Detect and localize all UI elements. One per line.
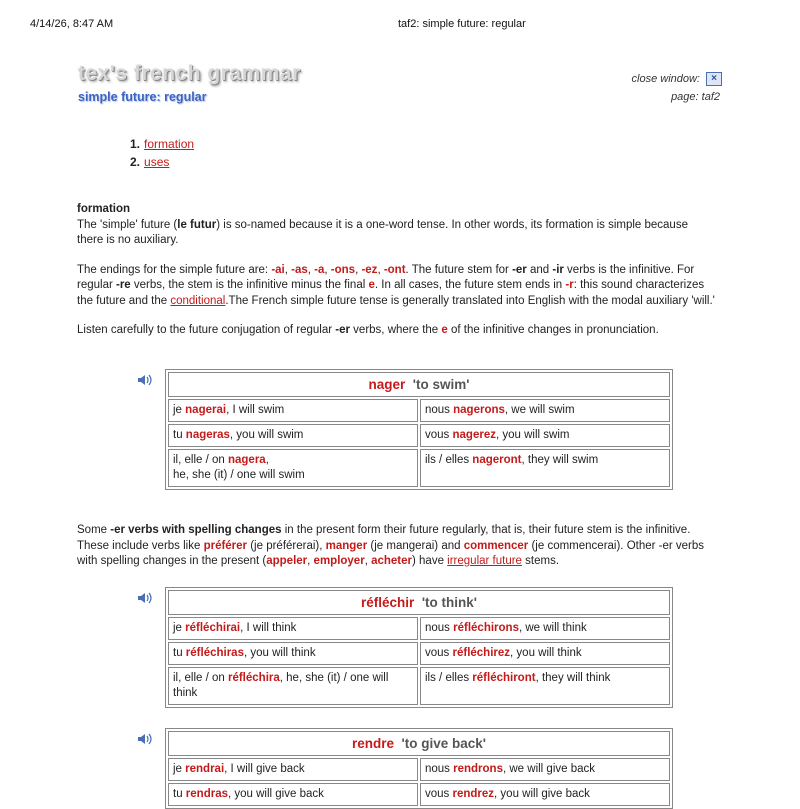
table-of-contents	[130, 137, 194, 173]
paragraph-intro: The 'simple' future (le futur) is so-named because it is a one-word tense. In other words, its formation is simple because there is no auxiliary.	[77, 218, 688, 246]
table-cell: il, elle / on réfléchira, he, she (it) / one will think	[168, 667, 418, 705]
page-subtitle: simple future: regular	[78, 90, 207, 104]
irregular-future-link[interactable]: irregular future	[447, 555, 522, 567]
speaker-icon[interactable]	[137, 373, 153, 387]
conjugation-table-nager	[165, 369, 673, 490]
table-cell: vous réfléchirez, you will think	[420, 642, 670, 665]
table-cell: je nagerai, I will swim	[168, 399, 418, 422]
table-cell: tu rendras, you will give back	[168, 783, 418, 806]
table-cell: nous réfléchirons, we will think	[420, 617, 670, 640]
table-cell: tu nageras, you will swim	[168, 424, 418, 447]
close-icon: ×	[711, 73, 717, 84]
main-content	[77, 202, 717, 339]
table-cell: nous nagerons, we will swim	[420, 399, 670, 422]
conjugation-table-rendre	[165, 728, 673, 809]
close-window-row	[632, 72, 722, 86]
toc-link-uses[interactable]: uses	[144, 155, 170, 169]
table-cell: nous rendrons, we will give back	[420, 758, 670, 781]
close-window-label: close window:	[631, 73, 700, 85]
table-cell: je rendrai, I will give back	[168, 758, 418, 781]
conjugation-table-reflechir	[165, 587, 673, 708]
conditional-link[interactable]: conditional	[170, 294, 226, 307]
paragraph-listen: Listen carefully to the future conjugation of regular -er verbs, where the e of the infinitive changes in pronunciation.	[77, 324, 659, 336]
table-cell: ils / elles nageront, they will swim	[420, 449, 670, 487]
table-cell: vous rendrez, you will give back	[420, 783, 670, 806]
table-cell: tu réfléchiras, you will think	[168, 642, 418, 665]
toc-item-formation: 1. formation	[130, 137, 195, 151]
table-cell: il, elle / on nagera, he, she (it) / one will swim	[168, 449, 418, 487]
table-cell: ils / elles réfléchiront, they will think	[420, 667, 670, 705]
paragraph-spelling-changes: Some -er verbs with spelling changes in the present form their future regularly, that is, their future stem is the infinitive. These include verbs like préférer (je préférerai), manger (je mangerai) and commencer (je commencerai). Other -er verbs with spelling changes in the present (appeler, employer, acheter) have irregular future stems.	[77, 524, 705, 567]
toc-link-formation[interactable]: formation	[144, 137, 195, 151]
table-header: rendre 'to give back'	[168, 731, 670, 756]
table-header: réfléchir 'to think'	[168, 590, 670, 615]
section-heading: formation	[77, 203, 131, 215]
table-header: nager 'to swim'	[168, 372, 670, 397]
spelling-change-section	[77, 523, 717, 570]
toc-item-uses: 2. uses	[130, 155, 170, 169]
paragraph-endings: The endings for the simple future are: -ai, -as, -a, -ons, -ez, -ont. The future stem for -er and -ir verbs is the infinitive. For regular -re verbs, the stem is the infinitive minus the final e. In all cases, the future stem ends in -r: this sound characterizes the future and the conditional.The French simple future tense is generally translated into English with the modal auxiliary 'will.'	[77, 263, 715, 307]
page-code: page: taf2	[671, 91, 720, 103]
table-cell: vous nagerez, you will swim	[420, 424, 670, 447]
site-title: tex's french grammar	[78, 62, 301, 85]
speaker-icon[interactable]	[137, 732, 153, 746]
table-cell: je réfléchirai, I will think	[168, 617, 418, 640]
print-page-title: taf2: simple future: regular	[398, 18, 526, 30]
print-date: 4/14/26, 8:47 AM	[30, 18, 114, 30]
close-window-button[interactable]	[706, 72, 722, 86]
speaker-icon[interactable]	[137, 591, 153, 605]
